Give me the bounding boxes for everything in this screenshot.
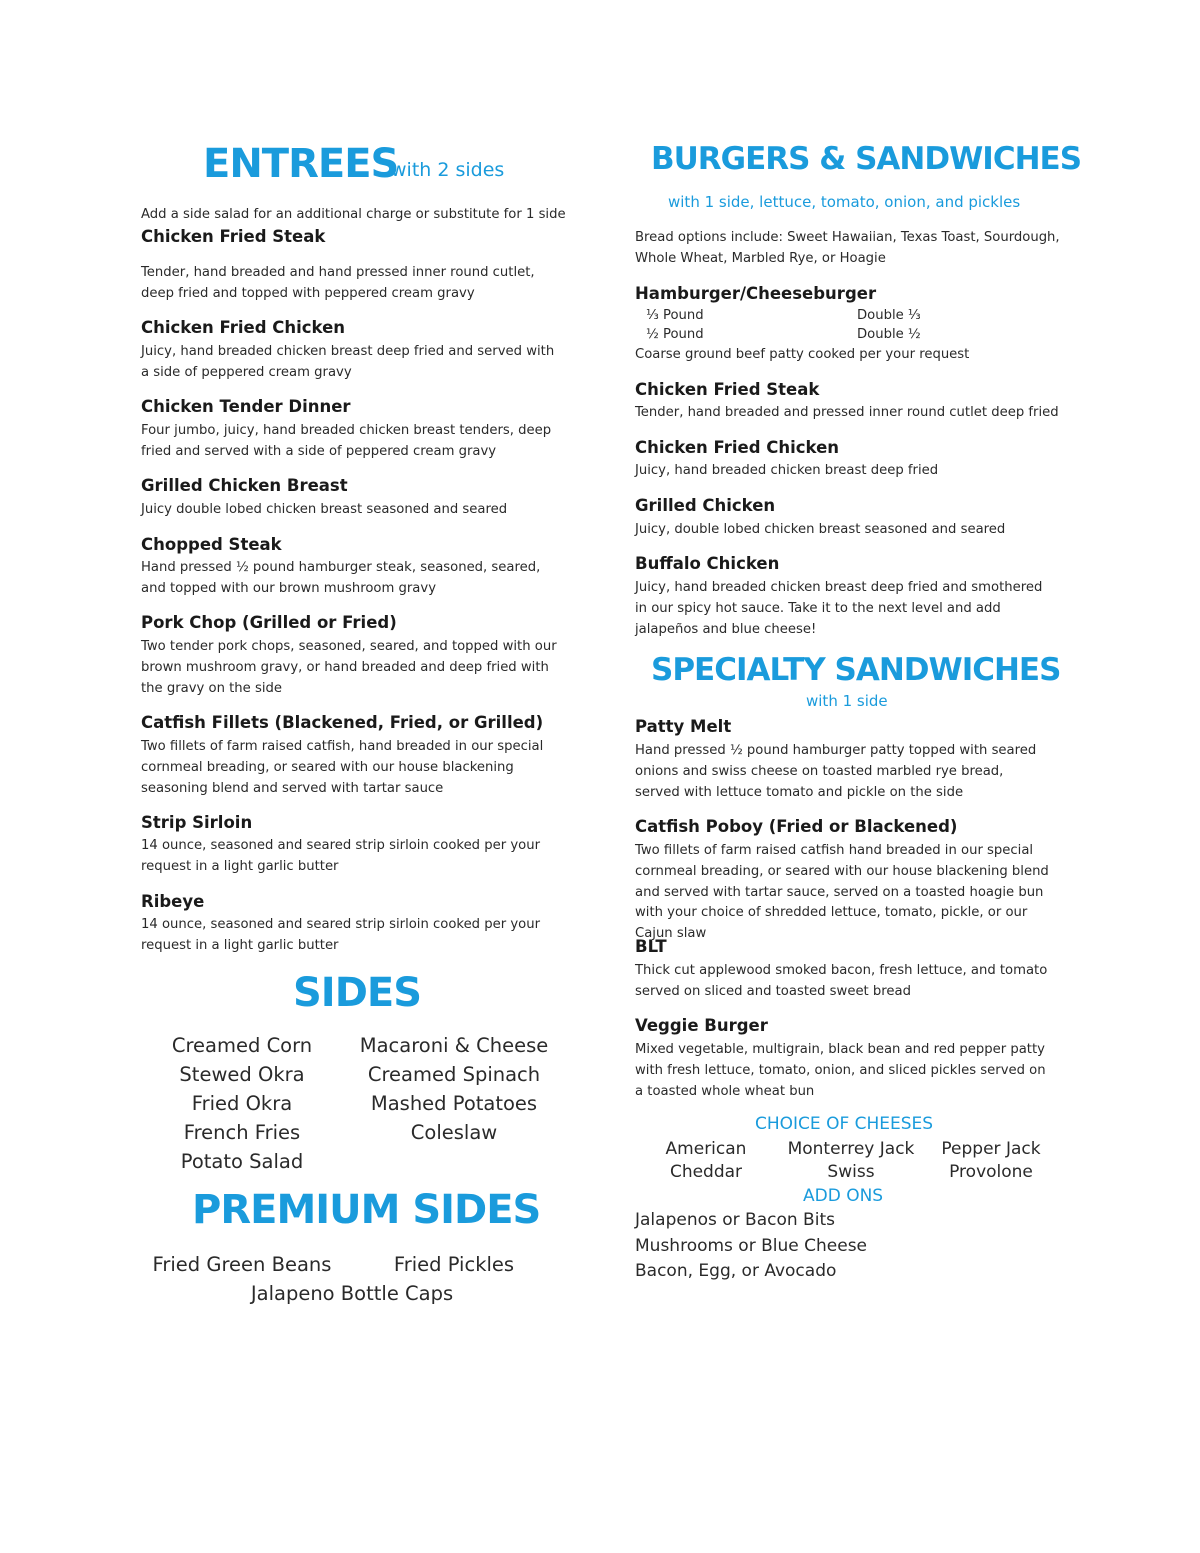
entree-desc: Juicy double lobed chicken breast seasoned and seared: [141, 502, 508, 517]
premium-side-item: Fried Pickles: [393, 1253, 515, 1276]
sandwich-name: Chicken Fried Steak: [635, 380, 820, 399]
cheese-item: Monterrey Jack: [787, 1139, 915, 1159]
entrees-subtitle: with 2 sides: [391, 159, 505, 181]
burger-size: Double ½: [857, 327, 921, 342]
side-item: Potato Salad: [180, 1150, 304, 1173]
addon-item: Mushrooms or Blue Cheese: [635, 1236, 868, 1256]
burgers-subtitle: with 1 side, lettuce, tomato, onion, and pickles: [668, 193, 1021, 211]
side-item: Creamed Corn: [171, 1034, 313, 1057]
burger-size: ½ Pound: [646, 327, 704, 342]
sandwich-desc: Juicy, hand breaded chicken breast deep fried and smothered in our spicy hot sauce. Take it to the next level and add jalapeños and blue cheese!: [635, 580, 1043, 637]
specialty-name: Veggie Burger: [635, 1016, 768, 1035]
side-item: Stewed Okra: [179, 1063, 305, 1086]
entrees-title: ENTREES: [203, 141, 399, 187]
burger-desc: Coarse ground beef patty cooked per your request: [635, 347, 970, 362]
entree-name: Ribeye: [141, 892, 205, 911]
sides-title: SIDES: [293, 970, 422, 1016]
cheese-item: Provolone: [949, 1162, 1033, 1182]
addon-item: Bacon, Egg, or Avocado: [635, 1261, 837, 1281]
entree-desc: Four jumbo, juicy, hand breaded chicken breast tenders, deep fried and served with a side of peppered cream gravy: [141, 423, 552, 459]
premium-sides-title: PREMIUM SIDES: [192, 1187, 541, 1233]
side-item: Macaroni & Cheese: [359, 1034, 549, 1057]
specialty-desc: Thick cut applewood smoked bacon, fresh lettuce, and tomato served on sliced and toasted sweet bread: [635, 963, 1048, 999]
bread-note: Bread options include: Sweet Hawaiian, Texas Toast, Sourdough, Whole Wheat, Marbled Rye, or Hoagie: [635, 230, 1060, 266]
entrees-note: Add a side salad for an additional charge or substitute for 1 side: [141, 207, 566, 222]
entree-name: Strip Sirloin: [141, 813, 253, 832]
premium-side-item: Fried Green Beans: [152, 1253, 332, 1276]
entree-desc: Tender, hand breaded and hand pressed inner round cutlet, deep fried and topped with peppered cream gravy: [141, 265, 535, 301]
burger-size: Double ⅓: [857, 308, 921, 323]
specialty-name: BLT: [635, 937, 667, 956]
specialty-title: SPECIALTY SANDWICHES: [651, 652, 1061, 688]
burgers-title: BURGERS & SANDWICHES: [651, 141, 1082, 177]
entree-name: Chicken Fried Chicken: [141, 318, 346, 337]
entree-desc: Two tender pork chops, seasoned, seared, and topped with our brown mushroom gravy, or hand breaded and deep fried with the gravy on the side: [141, 639, 557, 696]
sandwich-name: Chicken Fried Chicken: [635, 438, 840, 457]
side-item: French Fries: [183, 1121, 301, 1144]
specialty-name: Patty Melt: [635, 717, 732, 736]
sandwich-desc: Juicy, hand breaded chicken breast deep fried: [635, 463, 939, 478]
entree-desc: Two fillets of farm raised catfish, hand breaded in our special cornmeal breading, or seared with our house blackening seasoning blend and served with tartar sauce: [141, 739, 544, 796]
cheese-item: American: [665, 1139, 747, 1159]
cheeses-title: CHOICE OF CHEESES: [755, 1114, 934, 1134]
entree-name: Catfish Fillets (Blackened, Fried, or Grilled): [141, 713, 544, 732]
entree-desc: Hand pressed ½ pound hamburger steak, seasoned, seared, and topped with our brown mushroom gravy: [141, 560, 541, 596]
entree-name: Grilled Chicken Breast: [141, 476, 348, 495]
specialty-subtitle: with 1 side: [806, 692, 888, 710]
entree-name: Chopped Steak: [141, 535, 282, 554]
sandwich-name: Buffalo Chicken: [635, 554, 780, 573]
cheese-item: Pepper Jack: [941, 1139, 1041, 1159]
addons-title: ADD ONS: [803, 1186, 884, 1206]
sandwich-desc: Tender, hand breaded and pressed inner round cutlet deep fried: [635, 405, 1059, 420]
entree-name: Pork Chop (Grilled or Fried): [141, 613, 397, 632]
sandwich-desc: Juicy, double lobed chicken breast seasoned and seared: [635, 522, 1006, 537]
specialty-desc: Hand pressed ½ pound hamburger patty topped with seared onions and swiss cheese on toasted marbled rye bread, served with lettuce tomato and pickle on the side: [635, 743, 1037, 800]
specialty-desc: Two fillets of farm raised catfish hand breaded in our special cornmeal breading, or seared with our house blackening blend and served with tartar sauce, served on a toasted hoagie bun with your choice of shredded lettuce, tomato, pickle, or our Cajun slaw: [635, 843, 1049, 942]
cheese-item: Cheddar: [669, 1162, 743, 1182]
burger-name: Hamburger/Cheeseburger: [635, 284, 877, 303]
burger-size: ⅓ Pound: [646, 308, 704, 323]
entree-name: Chicken Tender Dinner: [141, 397, 351, 416]
specialty-name: Catfish Poboy (Fried or Blackened): [635, 817, 958, 836]
side-item: Mashed Potatoes: [370, 1092, 538, 1115]
addon-item: Jalapenos or Bacon Bits: [635, 1210, 835, 1230]
entree-desc: 14 ounce, seasoned and seared strip sirloin cooked per your request in a light garlic butter: [141, 838, 540, 874]
side-item: Creamed Spinach: [367, 1063, 541, 1086]
cheese-item: Swiss: [827, 1162, 875, 1182]
side-item: Coleslaw: [410, 1121, 498, 1144]
specialty-desc: Mixed vegetable, multigrain, black bean and red pepper patty with fresh lettuce, tomato, onion, and sliced pickles served on a toasted whole wheat bun: [635, 1042, 1046, 1099]
side-item: Fried Okra: [191, 1092, 293, 1115]
premium-side-item: Jalapeno Bottle Caps: [250, 1282, 454, 1305]
entree-desc: Juicy, hand breaded chicken breast deep fried and served with a side of peppered cream gravy: [141, 344, 555, 380]
sandwich-name: Grilled Chicken: [635, 496, 776, 515]
entree-desc: 14 ounce, seasoned and seared strip sirloin cooked per your request in a light garlic butter: [141, 917, 540, 953]
entree-name: Chicken Fried Steak: [141, 227, 326, 246]
